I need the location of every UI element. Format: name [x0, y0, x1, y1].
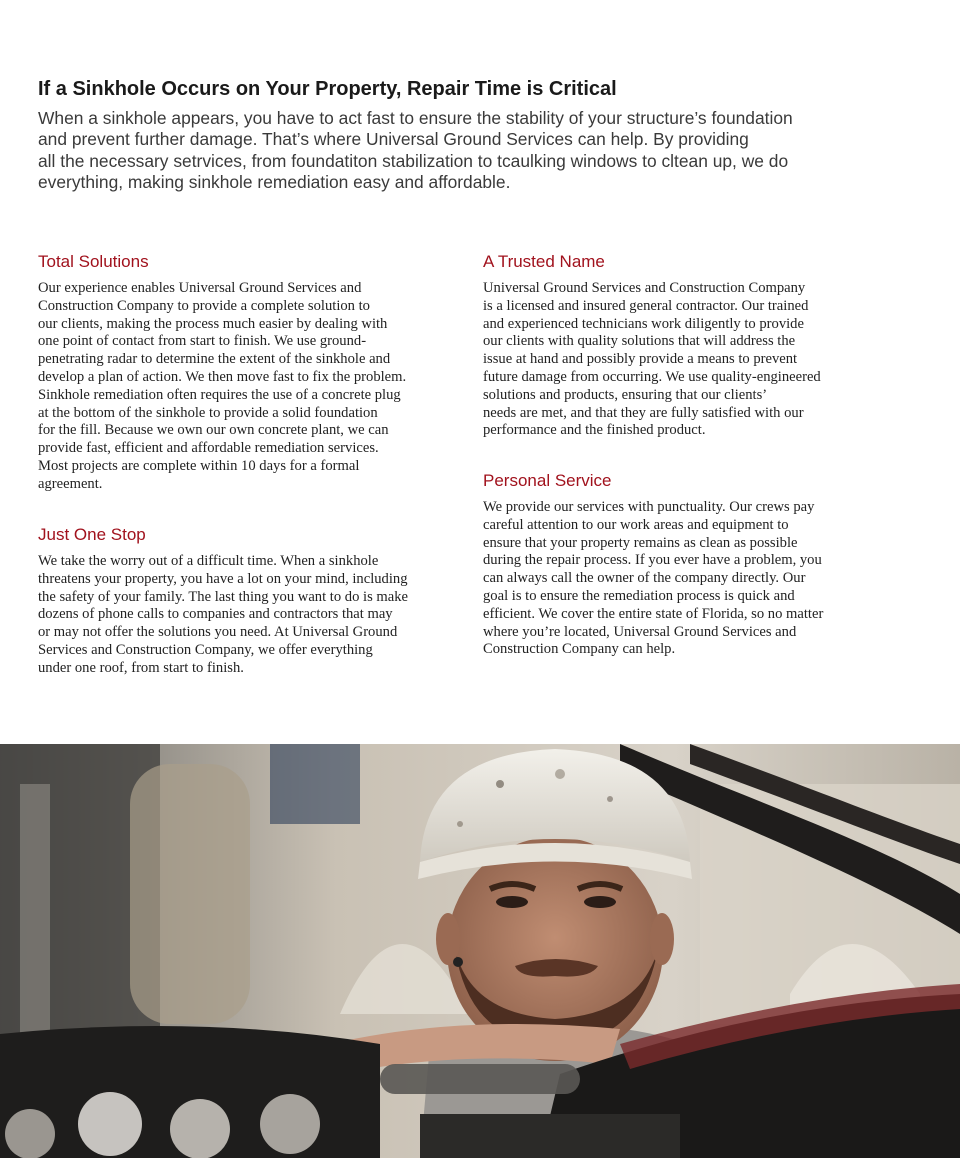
section-title: Personal Service: [483, 471, 612, 490]
body-line: Universal Ground Services and Construction Company: [483, 280, 806, 296]
body-line: careful attention to our work areas and equipment to: [483, 516, 789, 533]
intro-paragraph: [38, 108, 918, 194]
body-line: solutions and products, ensuring that our clients’: [483, 386, 768, 403]
intro-line: all the necessary setrvices, from foundatiton stabilization to tcaulking windows to cltean up, we do: [38, 150, 789, 171]
body-line: and experienced technicians work diligently to provide: [483, 315, 804, 332]
body-line: where you’re located, Universal Ground Services and: [483, 623, 797, 640]
section-body: [483, 499, 923, 659]
body-line: is a licensed and insured general contractor. Our trained: [483, 297, 809, 314]
section-title: Just One Stop: [38, 525, 146, 544]
intro-line: When a sinkhole appears, you have to act fast to ensure the stability of your structure’s foundation: [38, 108, 793, 128]
body-line: efficient. We cover the entire state of Florida, so no matter: [483, 605, 824, 622]
body-line: We provide our services with punctuality. Our crews pay: [483, 499, 815, 515]
body-line: during the repair process. If you ever have a problem, you: [483, 552, 822, 569]
body-line: for the fill. Because we own our own concrete plant, we can: [38, 422, 389, 439]
section-body: [38, 553, 463, 678]
section-personal-service: [483, 470, 923, 659]
section-just-one-stop: [38, 524, 463, 678]
body-line: Most projects are complete within 10 days for a formal: [38, 457, 360, 474]
body-line: Construction Company can help.: [483, 641, 676, 658]
body-line: or may not offer the solutions you need. At Universal Ground: [38, 624, 398, 641]
body-line: needs are met, and that they are fully satisfied with our: [483, 404, 804, 421]
body-line: can always call the owner of the company directly. Our: [483, 570, 806, 587]
body-line: Our experience enables Universal Ground Services and: [38, 280, 362, 296]
body-line: issue at hand and possibly provide a means to prevent: [483, 351, 798, 368]
body-line: develop a plan of action. We then move fast to fix the problem.: [38, 368, 407, 385]
body-line: Sinkhole remediation often requires the use of a concrete plug: [38, 386, 401, 403]
body-line: future damage from occurring. We use quality-engineered: [483, 368, 821, 385]
section-body: [483, 280, 923, 440]
body-line: penetrating radar to determine the extent of the sinkhole and: [38, 351, 391, 368]
section-body: [38, 280, 463, 494]
body-line: our clients, making the process much easier by dealing with: [38, 315, 388, 332]
body-line: threatens your property, you have a lot on your mind, including: [38, 570, 408, 587]
body-line: one point of contact from start to finish. We use ground-: [38, 333, 367, 350]
section-title: Total Solutions: [38, 252, 149, 271]
body-line: ensure that your property remains as clean as possible: [483, 534, 798, 551]
body-line: our clients with quality solutions that will address the: [483, 333, 796, 350]
intro-line: and prevent further damage. That’s where Universal Ground Services can help. By providing: [38, 129, 749, 150]
section-trusted-name: [483, 251, 923, 440]
section-total-solutions: [38, 251, 463, 494]
body-line: Services and Construction Company, we offer everything: [38, 641, 373, 658]
body-line: agreement.: [38, 475, 103, 492]
body-line: Construction Company to provide a complete solution to: [38, 297, 370, 314]
body-line: under one roof, from start to finish.: [38, 659, 244, 676]
body-line: We take the worry out of a difficult time. When a sinkhole: [38, 553, 379, 569]
body-line: goal is to ensure the remediation process is quick and: [483, 587, 795, 604]
body-line: the safety of your family. The last thing you want to do is make: [38, 588, 409, 605]
body-line: at the bottom of the sinkhole to provide a solid foundation: [38, 404, 378, 421]
worker-photo-illustration: [0, 744, 960, 1158]
intro-line: everything, making sinkhole remediation easy and affordable.: [38, 172, 511, 193]
body-line: dozens of phone calls to companies and contractors that may: [38, 606, 393, 623]
page-headline: If a Sinkhole Occurs on Your Property, Repair Time is Critical: [38, 78, 617, 100]
body-line: performance and the finished product.: [483, 422, 706, 439]
section-title: A Trusted Name: [483, 252, 605, 271]
worker-photo: [0, 744, 960, 1158]
body-line: provide fast, efficient and affordable remediation services.: [38, 440, 379, 457]
